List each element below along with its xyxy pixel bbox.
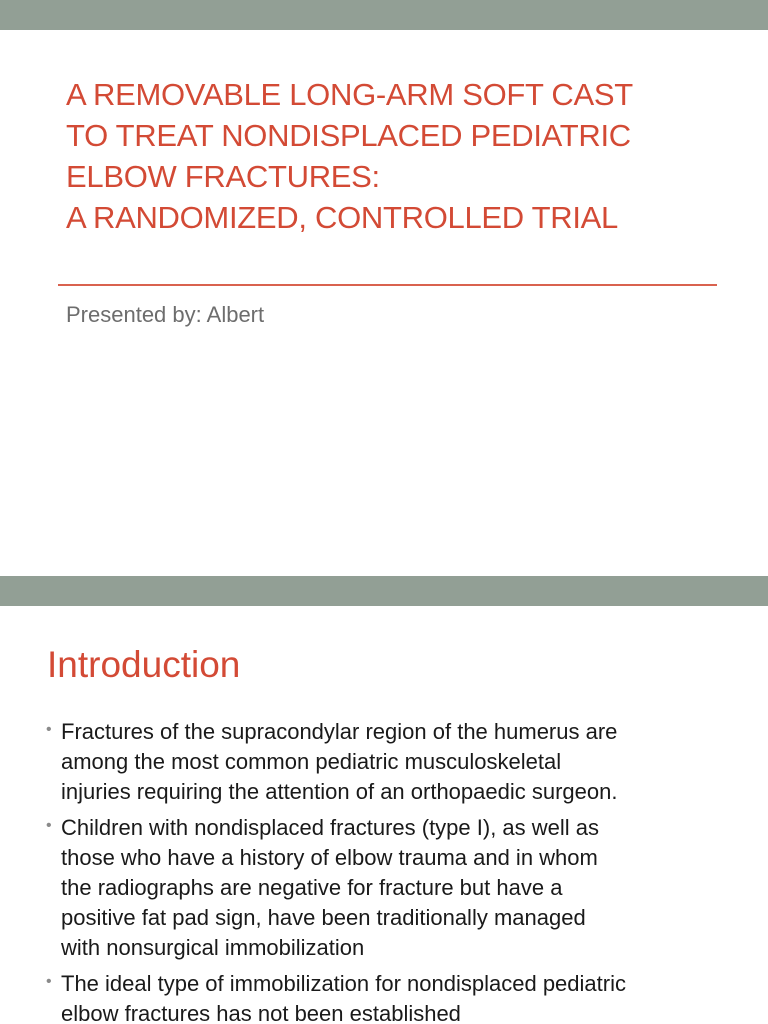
bullet-dot-icon: • [46,817,52,834]
slide-heading: Introduction [47,644,241,685]
slide-top-bar [0,0,768,30]
bullet-item [46,969,736,1024]
bullet-text [61,717,736,807]
bullet-line: those who have a history of elbow trauma and in whom [61,845,598,870]
bullet-line: The ideal type of immobilization for nondisplaced pediatric [61,971,626,996]
bullet-line: with nonsurgical immobilization [61,935,365,960]
bullet-line: injuries requiring the attention of an orthopaedic surgeon. [61,779,618,804]
title-line: ELBOW FRACTURES: [66,159,380,194]
bullet-text [61,813,736,963]
slide-title [66,74,746,238]
slide-top-bar [0,576,768,606]
bullet-item [46,717,736,807]
bullet-line: elbow fractures has not been established [61,1001,461,1024]
bullet-dot-icon: • [46,973,52,990]
bullet-text [61,969,736,1024]
bullet-item [46,813,736,963]
title-divider [58,284,717,286]
introduction-slide [0,576,768,1024]
bullet-line: among the most common pediatric musculoskeletal [61,749,562,774]
title-line: A REMOVABLE LONG-ARM SOFT CAST [66,77,633,112]
bullet-line: the radiographs are negative for fracture but have a [61,875,563,900]
title-line: TO TREAT NONDISPLACED PEDIATRIC [66,118,631,153]
bullet-line: positive fat pad sign, have been traditionally managed [61,905,586,930]
presenter-subtitle: Presented by: Albert [66,302,265,327]
title-line: A RANDOMIZED, CONTROLLED TRIAL [66,200,618,235]
bullet-dot-icon: • [46,721,52,738]
bullet-line: Children with nondisplaced fractures (type I), as well as [61,815,600,840]
bullet-line: Fractures of the supracondylar region of the humerus are [61,719,618,744]
bullet-list [46,717,736,1024]
